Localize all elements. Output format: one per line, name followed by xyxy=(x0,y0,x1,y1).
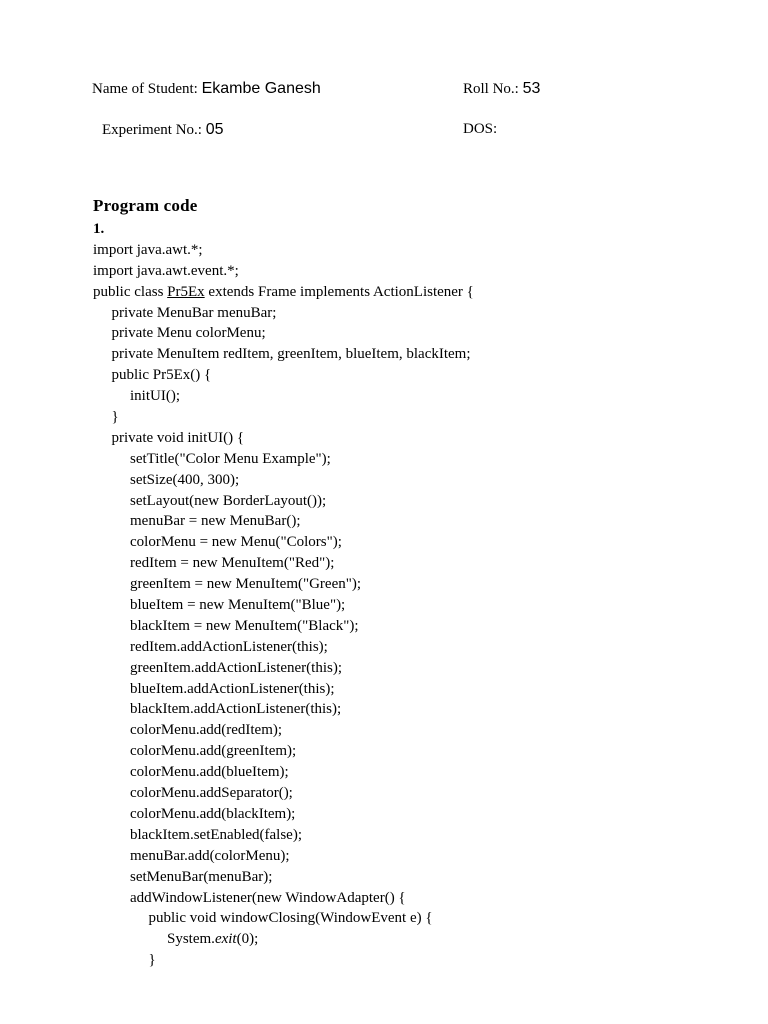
code-line: blackItem.setEnabled(false); xyxy=(130,826,303,843)
code-line: colorMenu.addSeparator(); xyxy=(130,785,293,802)
code-line: blueItem.addActionListener(this); xyxy=(130,680,335,697)
code-block xyxy=(93,219,733,971)
code-line: private MenuItem redItem, greenItem, blueItem, blackItem; xyxy=(111,346,471,363)
code-token: Pr5Ex xyxy=(167,283,205,300)
dos-label: DOS: xyxy=(463,121,498,137)
code-line: public Pr5Ex() { xyxy=(111,367,212,384)
code-line: 1. xyxy=(93,221,105,237)
student-name-value: Ekambe Ganesh xyxy=(201,80,321,97)
student-name-label: Name of Student: xyxy=(92,81,198,97)
code-token: System. xyxy=(167,931,215,948)
code-line: setLayout(new BorderLayout()); xyxy=(130,492,327,509)
code-line: blackItem.addActionListener(this); xyxy=(130,701,342,718)
code-line: menuBar = new MenuBar(); xyxy=(130,513,301,530)
experiment-number-value: 05 xyxy=(205,121,224,138)
code-line: setMenuBar(menuBar); xyxy=(130,868,273,885)
code-line: colorMenu.add(blueItem); xyxy=(130,764,289,781)
code-line: colorMenu.add(greenItem); xyxy=(130,743,297,760)
code-line: } xyxy=(148,952,156,969)
code-line xyxy=(93,282,733,303)
code-line: redItem = new MenuItem("Red"); xyxy=(130,555,335,572)
roll-number-label: Roll No.: xyxy=(463,81,519,97)
code-line: import java.awt.event.*; xyxy=(93,262,239,279)
code-line: initUI(); xyxy=(130,388,180,405)
code-line xyxy=(93,929,733,950)
experiment-number-label: Experiment No.: xyxy=(102,122,202,138)
code-token: public class xyxy=(93,283,168,300)
experiment-number-field xyxy=(102,121,224,139)
code-line: colorMenu.add(redItem); xyxy=(130,722,283,739)
code-line: greenItem = new MenuItem("Green"); xyxy=(130,576,362,593)
code-line: setSize(400, 300); xyxy=(130,471,240,488)
section-title: Program code xyxy=(93,196,198,215)
roll-number-field xyxy=(463,80,540,98)
code-token: exit xyxy=(214,931,237,948)
code-line: } xyxy=(111,409,119,426)
code-line: blueItem = new MenuItem("Blue"); xyxy=(130,597,346,614)
code-line: private MenuBar menuBar; xyxy=(111,304,277,321)
code-line: private Menu colorMenu; xyxy=(111,325,266,342)
code-line: menuBar.add(colorMenu); xyxy=(130,847,290,864)
dos-field xyxy=(463,121,497,138)
code-line: redItem.addActionListener(this); xyxy=(130,638,328,655)
code-line: blackItem = new MenuItem("Black"); xyxy=(130,617,359,634)
code-line: setTitle("Color Menu Example"); xyxy=(130,450,331,467)
roll-number-value: 53 xyxy=(522,80,541,97)
code-line: addWindowListener(new WindowAdapter() { xyxy=(130,889,406,906)
code-line: greenItem.addActionListener(this); xyxy=(130,659,343,676)
code-token: extends Frame implements ActionListener { xyxy=(204,283,474,300)
code-line: colorMenu = new Menu("Colors"); xyxy=(130,534,342,551)
code-line: colorMenu.add(blackItem); xyxy=(130,805,296,822)
code-token: (0); xyxy=(236,931,259,948)
code-line: private void initUI() { xyxy=(111,429,245,446)
student-name-field xyxy=(92,80,321,98)
code-line: public void windowClosing(WindowEvent e) { xyxy=(148,910,433,927)
code-line: import java.awt.*; xyxy=(93,241,203,258)
